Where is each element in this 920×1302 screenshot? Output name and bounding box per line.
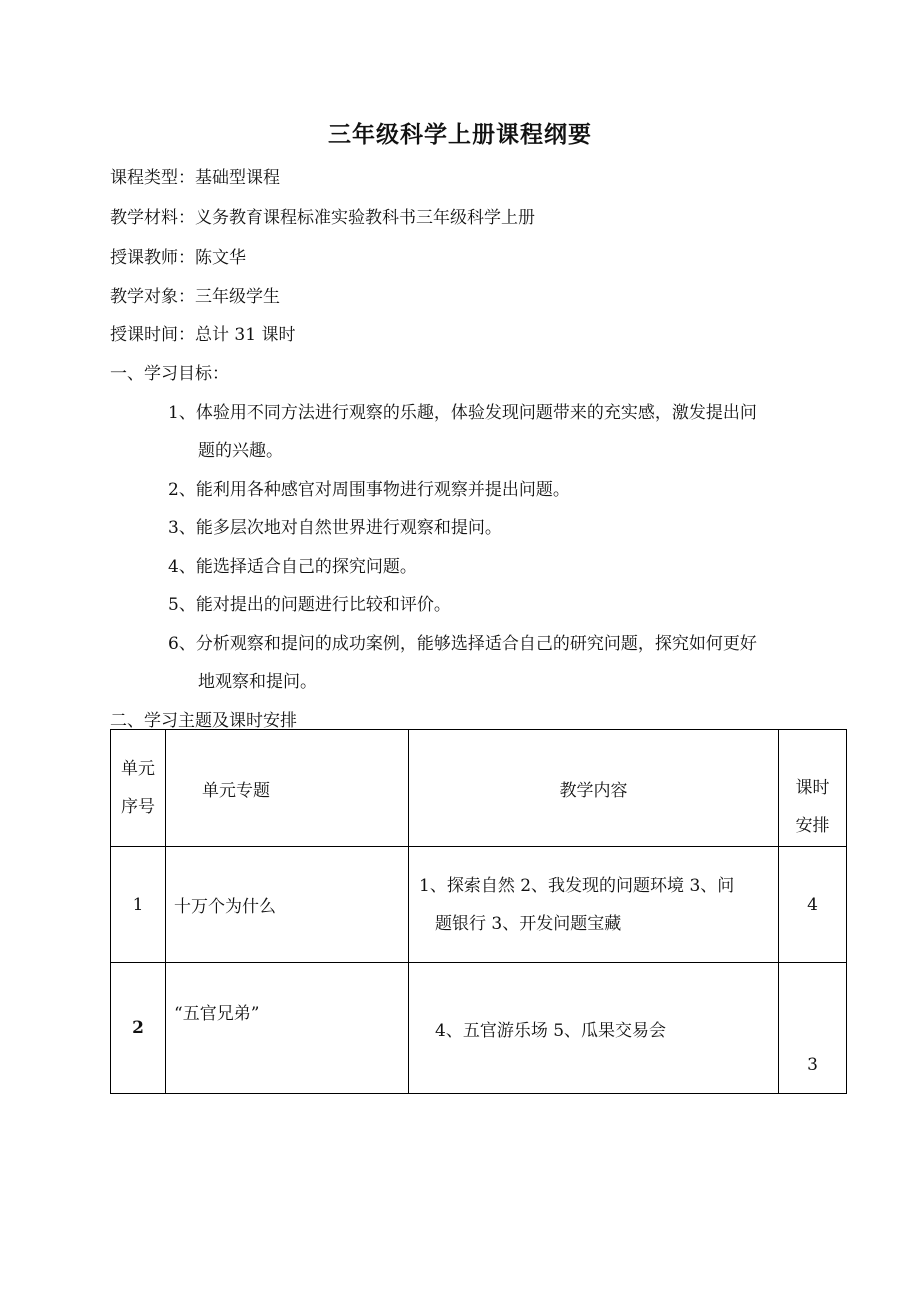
section-heading-schedule: 二、学习主题及课时安排 [110, 711, 297, 731]
objective-item-continued: 题的兴趣。 [198, 441, 283, 461]
objective-item: 3、能多层次地对自然世界进行观察和提问。 [168, 518, 502, 538]
schedule-table [110, 729, 847, 1094]
row-content: 4、五官游乐场 5、瓜果交易会 [409, 963, 779, 1094]
objective-item: 5、能对提出的问题进行比较和评价。 [168, 595, 451, 615]
header-unit-number-line: 单元 [121, 759, 155, 779]
header-hours-line: 安排 [795, 816, 830, 836]
section-heading-objectives: 一、学习目标： [110, 364, 229, 384]
table-row [111, 847, 847, 963]
class-hours: 授课时间：总计 31 课时 [110, 325, 296, 345]
objective-item: 1、体验用不同方法进行观察的乐趣，体验发现问题带来的充实感，激发提出问 [168, 403, 757, 423]
row-content-line: 1、探索自然 2、我发现的问题环境 3、问 [419, 875, 735, 896]
objective-item-continued: 地观察和提问。 [198, 672, 317, 692]
header-content: 教学内容 [409, 730, 779, 847]
header-hours [779, 730, 847, 847]
course-type: 课程类型：基础型课程 [110, 168, 280, 188]
objective-item: 2、能利用各种感官对周围事物进行观察并提出问题。 [168, 480, 570, 500]
audience: 教学对象：三年级学生 [110, 287, 280, 307]
objective-item: 6、分析观察和提问的成功案例，能够选择适合自己的研究问题，探究如何更好 [168, 634, 757, 654]
table-header-row [111, 730, 847, 847]
teaching-materials: 教学材料：义务教育课程标准实验教科书三年级科学上册 [110, 208, 535, 228]
row-hours: 4 [779, 847, 847, 963]
page-title: 三年级科学上册课程纲要 [328, 121, 592, 148]
row-content-line: 题银行 3、开发问题宝藏 [435, 913, 622, 934]
header-unit-number-line: 序号 [121, 797, 155, 817]
header-topic: 单元专题 [166, 730, 409, 847]
header-unit-number [111, 730, 166, 847]
teacher: 授课教师：陈文华 [110, 248, 246, 268]
table-row [111, 963, 847, 1094]
row-content [409, 847, 779, 963]
row-topic: 十万个为什么 [166, 847, 409, 963]
row-unit-number: 2 [111, 963, 166, 1094]
header-hours-line: 课时 [795, 778, 830, 798]
objective-item: 4、能选择适合自己的探究问题。 [168, 557, 417, 577]
row-topic: “五官兄弟” [166, 963, 409, 1094]
row-hours: 3 [779, 963, 847, 1094]
row-unit-number: 1 [111, 847, 166, 963]
